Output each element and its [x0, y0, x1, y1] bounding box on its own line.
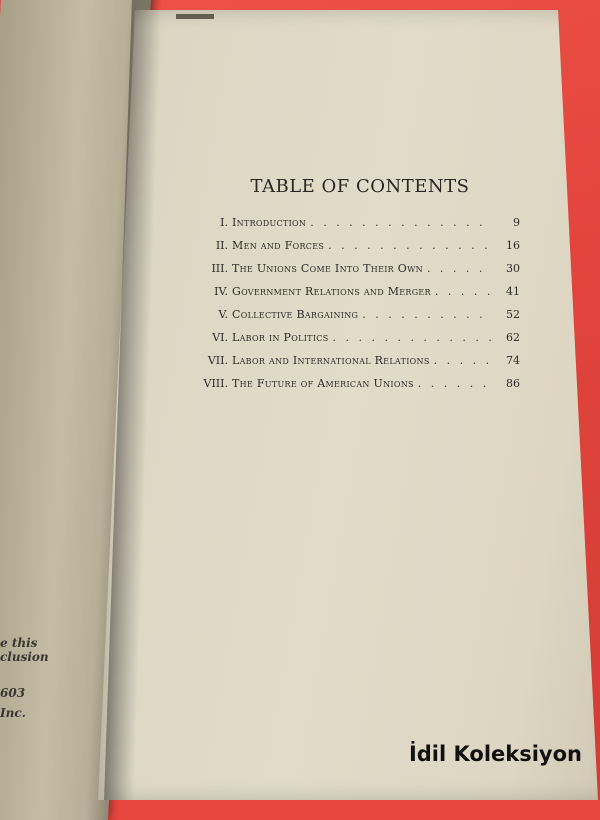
toc-leader-dots — [418, 377, 492, 390]
right-page — [98, 10, 598, 800]
toc-entry — [180, 354, 520, 377]
toc-entry-label: Government Relations and Merger — [232, 285, 431, 298]
toc-leader-dots — [328, 239, 492, 252]
left-page-text-fragment: e this — [0, 636, 38, 650]
toc-entry-label: Labor in Politics — [232, 331, 329, 344]
toc-entry-number: V. — [218, 308, 228, 321]
toc-entry-label: Introduction — [232, 216, 307, 229]
toc-entry — [180, 262, 520, 285]
toc-leader-dots — [362, 308, 492, 321]
toc-entry-label: Labor and International Relations — [232, 354, 430, 367]
toc-entry — [180, 308, 520, 331]
toc-entry — [180, 285, 520, 308]
toc-entry-number: VIII. — [203, 377, 228, 390]
toc-leader-dots — [434, 354, 492, 367]
toc-entry-label: Men and Forces — [232, 239, 325, 252]
toc-entry-number: VII. — [207, 354, 228, 367]
toc-entry-number: IV. — [214, 285, 228, 298]
toc-leader-dots — [427, 262, 492, 275]
toc-entry-page: 62 — [506, 331, 520, 344]
toc-entry — [180, 331, 520, 354]
toc-entry-label: The Future of American Unions — [232, 377, 414, 390]
toc-title: TABLE OF CONTENTS — [250, 176, 470, 197]
toc-entry — [180, 239, 520, 262]
toc-list — [180, 216, 520, 400]
toc-entry-page: 86 — [506, 377, 520, 390]
toc-entry-number: II. — [215, 239, 228, 252]
toc-leader-dots — [332, 331, 492, 344]
toc-leader-dots — [310, 216, 492, 229]
toc-entry-label: Collective Bargaining — [232, 308, 359, 321]
left-page-text-fragment: 603 — [0, 686, 26, 700]
toc-entry-label: The Unions Come Into Their Own — [232, 262, 423, 275]
toc-entry — [180, 216, 520, 239]
toc-entry-page: 16 — [506, 239, 520, 252]
toc-leader-dots — [435, 285, 492, 298]
toc-entry-number: I. — [220, 216, 228, 229]
toc-entry-number: VI. — [212, 331, 228, 344]
toc-entry-page: 52 — [506, 308, 520, 321]
toc-entry-page: 9 — [513, 216, 520, 229]
left-page-text-fragment: clusion — [0, 650, 49, 664]
toc-entry-page: 30 — [506, 262, 520, 275]
watermark-text: İdil Koleksiyon — [408, 742, 582, 766]
toc-entry-page: 41 — [506, 285, 520, 298]
toc-entry-number: III. — [211, 262, 228, 275]
page-top-mark — [176, 14, 214, 19]
toc-entry — [180, 377, 520, 400]
toc-entry-page: 74 — [506, 354, 520, 367]
left-page-text-fragment: Inc. — [0, 706, 26, 720]
